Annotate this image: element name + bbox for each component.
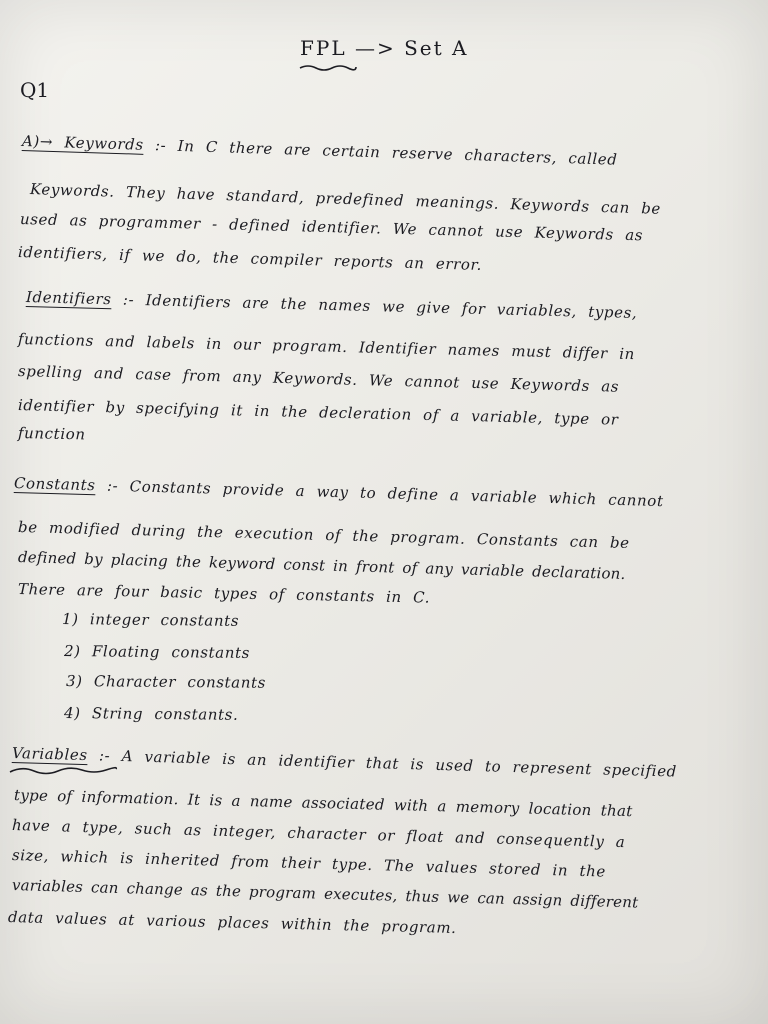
title-underline-squiggle xyxy=(298,62,358,72)
variables-line-5: variables can change as the program executes, thus we can assign different xyxy=(11,876,639,912)
constant-type-3: 3) Character constants xyxy=(65,672,267,692)
constant-type-1: 1) integer constants xyxy=(61,610,240,630)
keywords-line-4: identifiers, if we do, the compiler reports an error. xyxy=(17,243,483,274)
constants-line-1: :- Constants provide a way to define a variable which cannot xyxy=(106,476,664,511)
constants-line-4: There are four basic types of constants in C. xyxy=(17,580,431,607)
variables-line-3: have a type, such as integer, character or float and consequently a xyxy=(11,816,626,852)
identifiers-line-4: identifier by specifying it in the decleration of a variable, type or xyxy=(17,396,619,429)
variables-line-1: :- A variable is an identifier that is used to represent specified xyxy=(98,746,678,781)
identifiers-line-2: functions and labels in our program. Identifier names must differ in xyxy=(17,330,636,364)
question-number: Q1 xyxy=(20,78,50,102)
constants-line-3: defined by placing the keyword const in front of any variable declaration. xyxy=(17,548,626,583)
identifiers-line-5: function xyxy=(17,424,86,444)
variables-line-4: size, which is inherited from their type. The values stored in the xyxy=(11,846,607,881)
identifiers-heading xyxy=(26,288,638,322)
keywords-line-3: used as programmer - defined identifier. We cannot use Keywords as xyxy=(19,210,644,245)
identifiers-line-3: spelling and case from any Keywords. We cannot use Keywords as xyxy=(17,362,620,396)
keywords-line-2: Keywords. They have standard, predefined meanings. Keywords can be xyxy=(29,180,662,218)
variables-line-2: type of information. It is a name associated with a memory location that xyxy=(13,786,633,821)
variables-label: Variables xyxy=(11,744,88,765)
identifiers-label: Identifiers xyxy=(25,288,112,309)
keywords-label: A)→ Keywords xyxy=(21,132,144,154)
constant-type-2: 2) Floating constants xyxy=(63,642,251,662)
variables-line-6: data values at various places within the program. xyxy=(7,908,457,937)
constants-label: Constants xyxy=(13,474,96,495)
variables-underline-squiggle xyxy=(8,764,118,776)
constants-heading xyxy=(14,474,664,510)
keywords-heading xyxy=(22,132,618,169)
constant-type-4: 4) String constants. xyxy=(63,704,239,724)
page-title: FPL —> Set A xyxy=(300,36,469,60)
keywords-line-1: :- In C there are certain reserve characters, called xyxy=(154,136,618,169)
identifiers-line-1: :- Identifiers are the names we give for variables, types, xyxy=(122,290,638,323)
constants-line-2: be modified during the execution of the program. Constants can be xyxy=(17,518,630,553)
